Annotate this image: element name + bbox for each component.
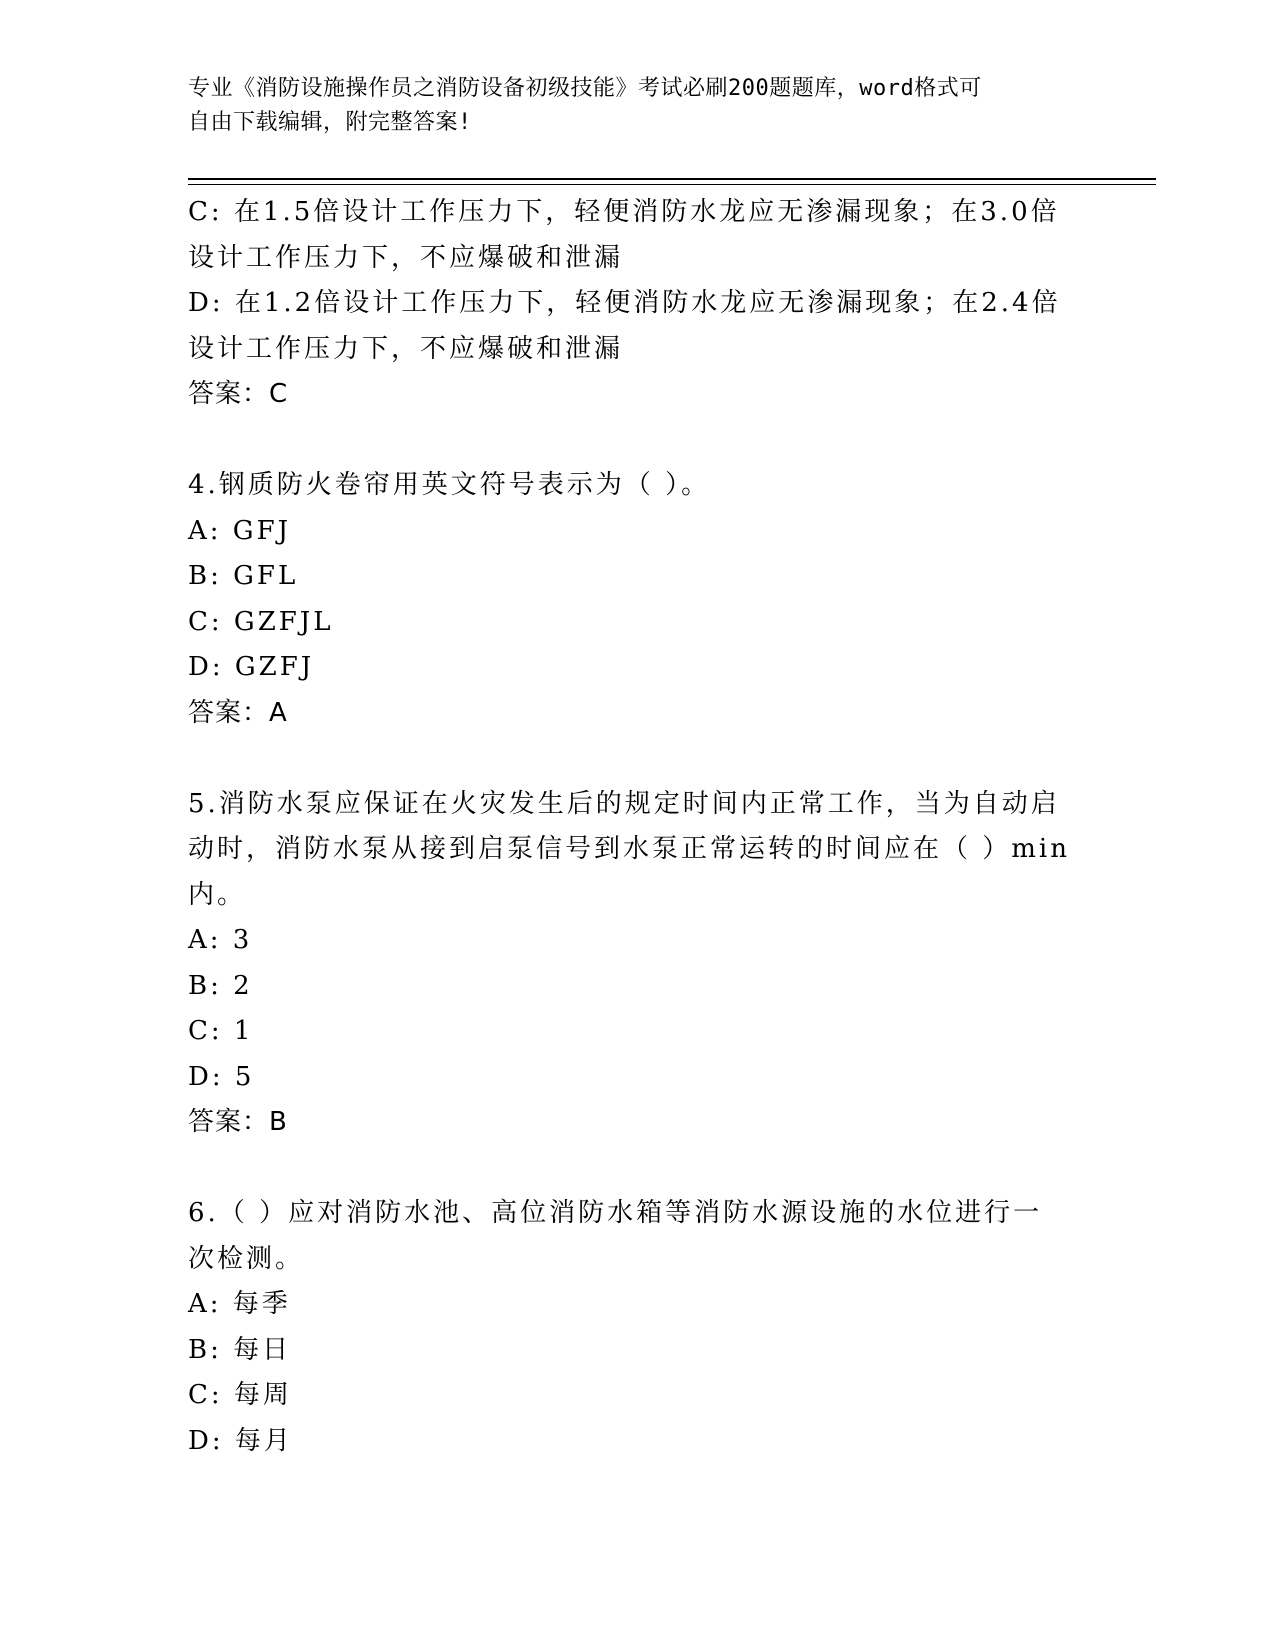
option-d: D: 5 <box>188 1061 255 1092</box>
option-d-line-1: D: 在1.2倍设计工作压力下，轻便消防水龙应无渗漏现象；在2.4倍 <box>188 288 1061 318</box>
option-c: C: GZFJL <box>188 606 334 637</box>
option-c-line-2: 设计工作压力下，不应爆破和泄漏 <box>188 242 624 273</box>
question-4 <box>188 463 1088 736</box>
question-3-continued <box>188 190 1088 418</box>
option-b: B: GFL <box>188 561 299 591</box>
option-a: A: GFJ <box>188 515 292 546</box>
question-stem: 4.钢质防火卷帘用英文符号表示为（ ）。 <box>188 470 711 500</box>
question-5 <box>188 782 1088 1146</box>
answer-label: 答案：B <box>188 1107 288 1137</box>
option-d: D: 每月 <box>188 1425 293 1456</box>
option-a: A: 每季 <box>188 1289 291 1319</box>
question-stem-line-2: 动时，消防水泵从接到启泵信号到水泵正常运转的时间应在（ ）min <box>188 834 1070 864</box>
answer-label: 答案：A <box>188 697 288 728</box>
header-divider-thick <box>188 178 1156 180</box>
question-stem-line-3: 内。 <box>188 879 247 910</box>
spacer <box>188 736 1088 782</box>
question-stem-line-1: 5.消防水泵应保证在火灾发生后的规定时间内正常工作，当为自动启 <box>188 788 1060 819</box>
answer-label: 答案：C <box>188 379 289 409</box>
option-c-line-1: C: 在1.5倍设计工作压力下，轻便消防水龙应无渗漏现象；在3.0倍 <box>188 197 1060 227</box>
option-c: C: 每周 <box>188 1380 292 1410</box>
option-b: B: 每日 <box>188 1334 292 1365</box>
option-d: D: GZFJ <box>188 652 315 682</box>
question-6 <box>188 1191 1088 1464</box>
header-title-line-2: 自由下载编辑，附完整答案! <box>188 110 472 135</box>
header-divider-thin <box>188 184 1156 185</box>
question-stem-line-1: 6.（ ）应对消防水池、高位消防水箱等消防水源设施的水位进行一 <box>188 1198 1043 1228</box>
option-a: A: 3 <box>188 925 253 955</box>
question-content <box>188 190 1088 1464</box>
page-header <box>188 72 1078 140</box>
option-b: B: 2 <box>188 970 253 1001</box>
spacer <box>188 1146 1088 1192</box>
option-d-line-2: 设计工作压力下，不应爆破和泄漏 <box>188 333 624 364</box>
question-stem-line-2: 次检测。 <box>188 1243 305 1274</box>
spacer <box>188 418 1088 464</box>
option-c: C: 1 <box>188 1016 254 1046</box>
header-title-line-1: 专业《消防设施操作员之消防设备初级技能》考试必刷200题题库，word格式可 <box>188 76 982 101</box>
